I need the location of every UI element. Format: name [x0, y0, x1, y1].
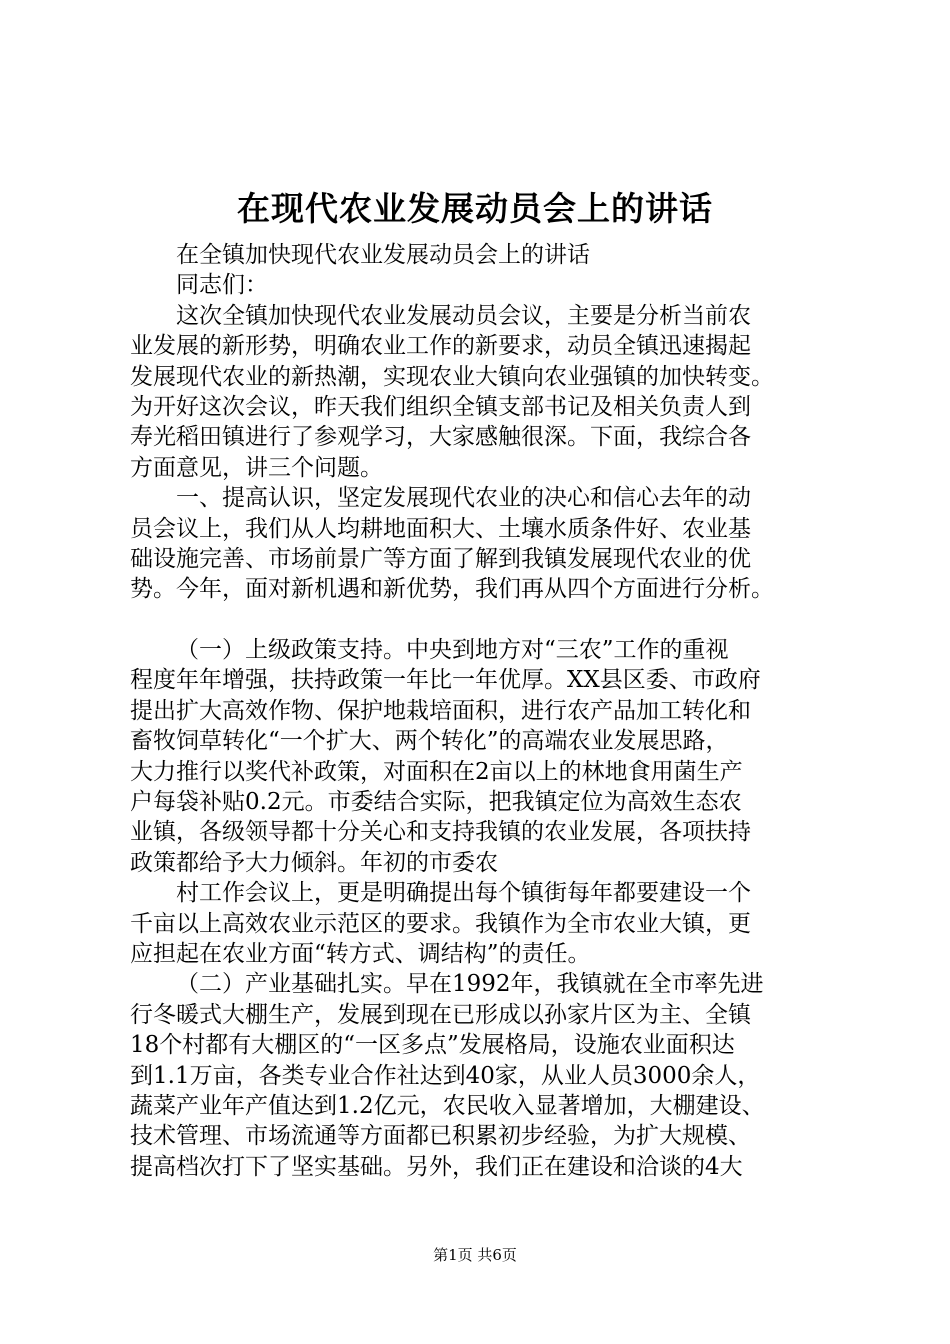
paragraph-line: 政策都给予大力倾斜。年初的市委农 [130, 849, 498, 876]
document-title: 在现代农业发展动员会上的讲话 [237, 189, 713, 228]
paragraph-gap [130, 605, 852, 635]
page-footer: 第1页 共6页 [433, 1246, 517, 1264]
paragraph-line: 员会议上，我们从人均耕地面积大、土壤水质条件好、农业基 [130, 515, 751, 542]
paragraph-line: 程度年年增强，扶持政策一年比一年优厚。XX县区委、市政府 [130, 667, 761, 694]
paragraph-line: 提高档次打下了坚实基础。另外，我们正在建设和洽谈的4大 [130, 1153, 743, 1180]
paragraph-line: 方面意见，讲三个问题。 [130, 454, 383, 481]
paragraph-line: 到1.1万亩，各类专业合作社达到40家，从业人员3000余人， [130, 1062, 761, 1089]
paragraph-line: 大力推行以奖代补政策，对面积在2亩以上的林地食用菌生产 [130, 758, 743, 785]
paragraph-line: 发展现代农业的新热潮，实现农业大镇向农业强镇的加快转变。 [130, 363, 774, 390]
paragraph-line: 业发展的新形势，明确农业工作的新要求，动员全镇迅速揭起 [130, 333, 751, 360]
paragraph-line: 村工作会议上，更是明确提出每个镇街每年都要建设一个 [176, 880, 751, 907]
paragraph-line: 础设施完善、市场前景广等方面了解到我镇发展现代农业的优 [130, 545, 751, 572]
paragraph-line: 一、提高认识，坚定发展现代农业的决心和信心去年的动 [176, 485, 751, 512]
paragraph-line: 势。今年，面对新机遇和新优势，我们再从四个方面进行分析。 [130, 576, 774, 603]
paragraph-line: 业镇，各级领导都十分关心和支持我镇的农业发展，各项扶持 [130, 819, 751, 846]
paragraph-line: 技术管理、市场流通等方面都已积累初步经验，为扩大规模、 [130, 1123, 751, 1150]
paragraph-line: 寿光稻田镇进行了参观学习，大家感触很深。下面，我综合各 [130, 424, 751, 451]
paragraph-line: （二）产业基础扎实。早在1992年，我镇就在全市率先进 [176, 971, 764, 998]
paragraph-line: 千亩以上高效农业示范区的要求。我镇作为全市农业大镇，更 [130, 910, 751, 937]
paragraph-line: 这次全镇加快现代农业发展动员会议，主要是分析当前农 [176, 302, 751, 329]
paragraph-line: 提出扩大高效作物、保护地栽培面积，进行农产品加工转化和 [130, 697, 751, 724]
paragraph-line: 18个村都有大棚区的“一区多点”发展格局，设施农业面积达 [130, 1032, 735, 1059]
salutation-line: 同志们： [176, 272, 268, 299]
paragraph-line: 行冬暖式大棚生产，发展到现在已形成以孙家片区为主、全镇 [130, 1001, 751, 1028]
paragraph-line: （一）上级政策支持。中央到地方对“三农”工作的重视 [176, 637, 729, 664]
document-body [130, 240, 852, 1182]
subtitle-line: 在全镇加快现代农业发展动员会上的讲话 [176, 242, 590, 268]
paragraph-line: 应担起在农业方面“转方式、调结构”的责任。 [130, 940, 591, 967]
paragraph-line: 为开好这次会议，昨天我们组织全镇支部书记及相关负责人到 [130, 393, 751, 420]
paragraph-line: 畜牧饲草转化“一个扩大、两个转化”的高端农业发展思路， [130, 728, 729, 755]
paragraph-line: 户每袋补贴0.2元。市委结合实际，把我镇定位为高效生态农 [130, 789, 742, 816]
paragraph-line: 蔬菜产业年产值达到1.2亿元，农民收入显著增加，大棚建设、 [130, 1092, 765, 1119]
